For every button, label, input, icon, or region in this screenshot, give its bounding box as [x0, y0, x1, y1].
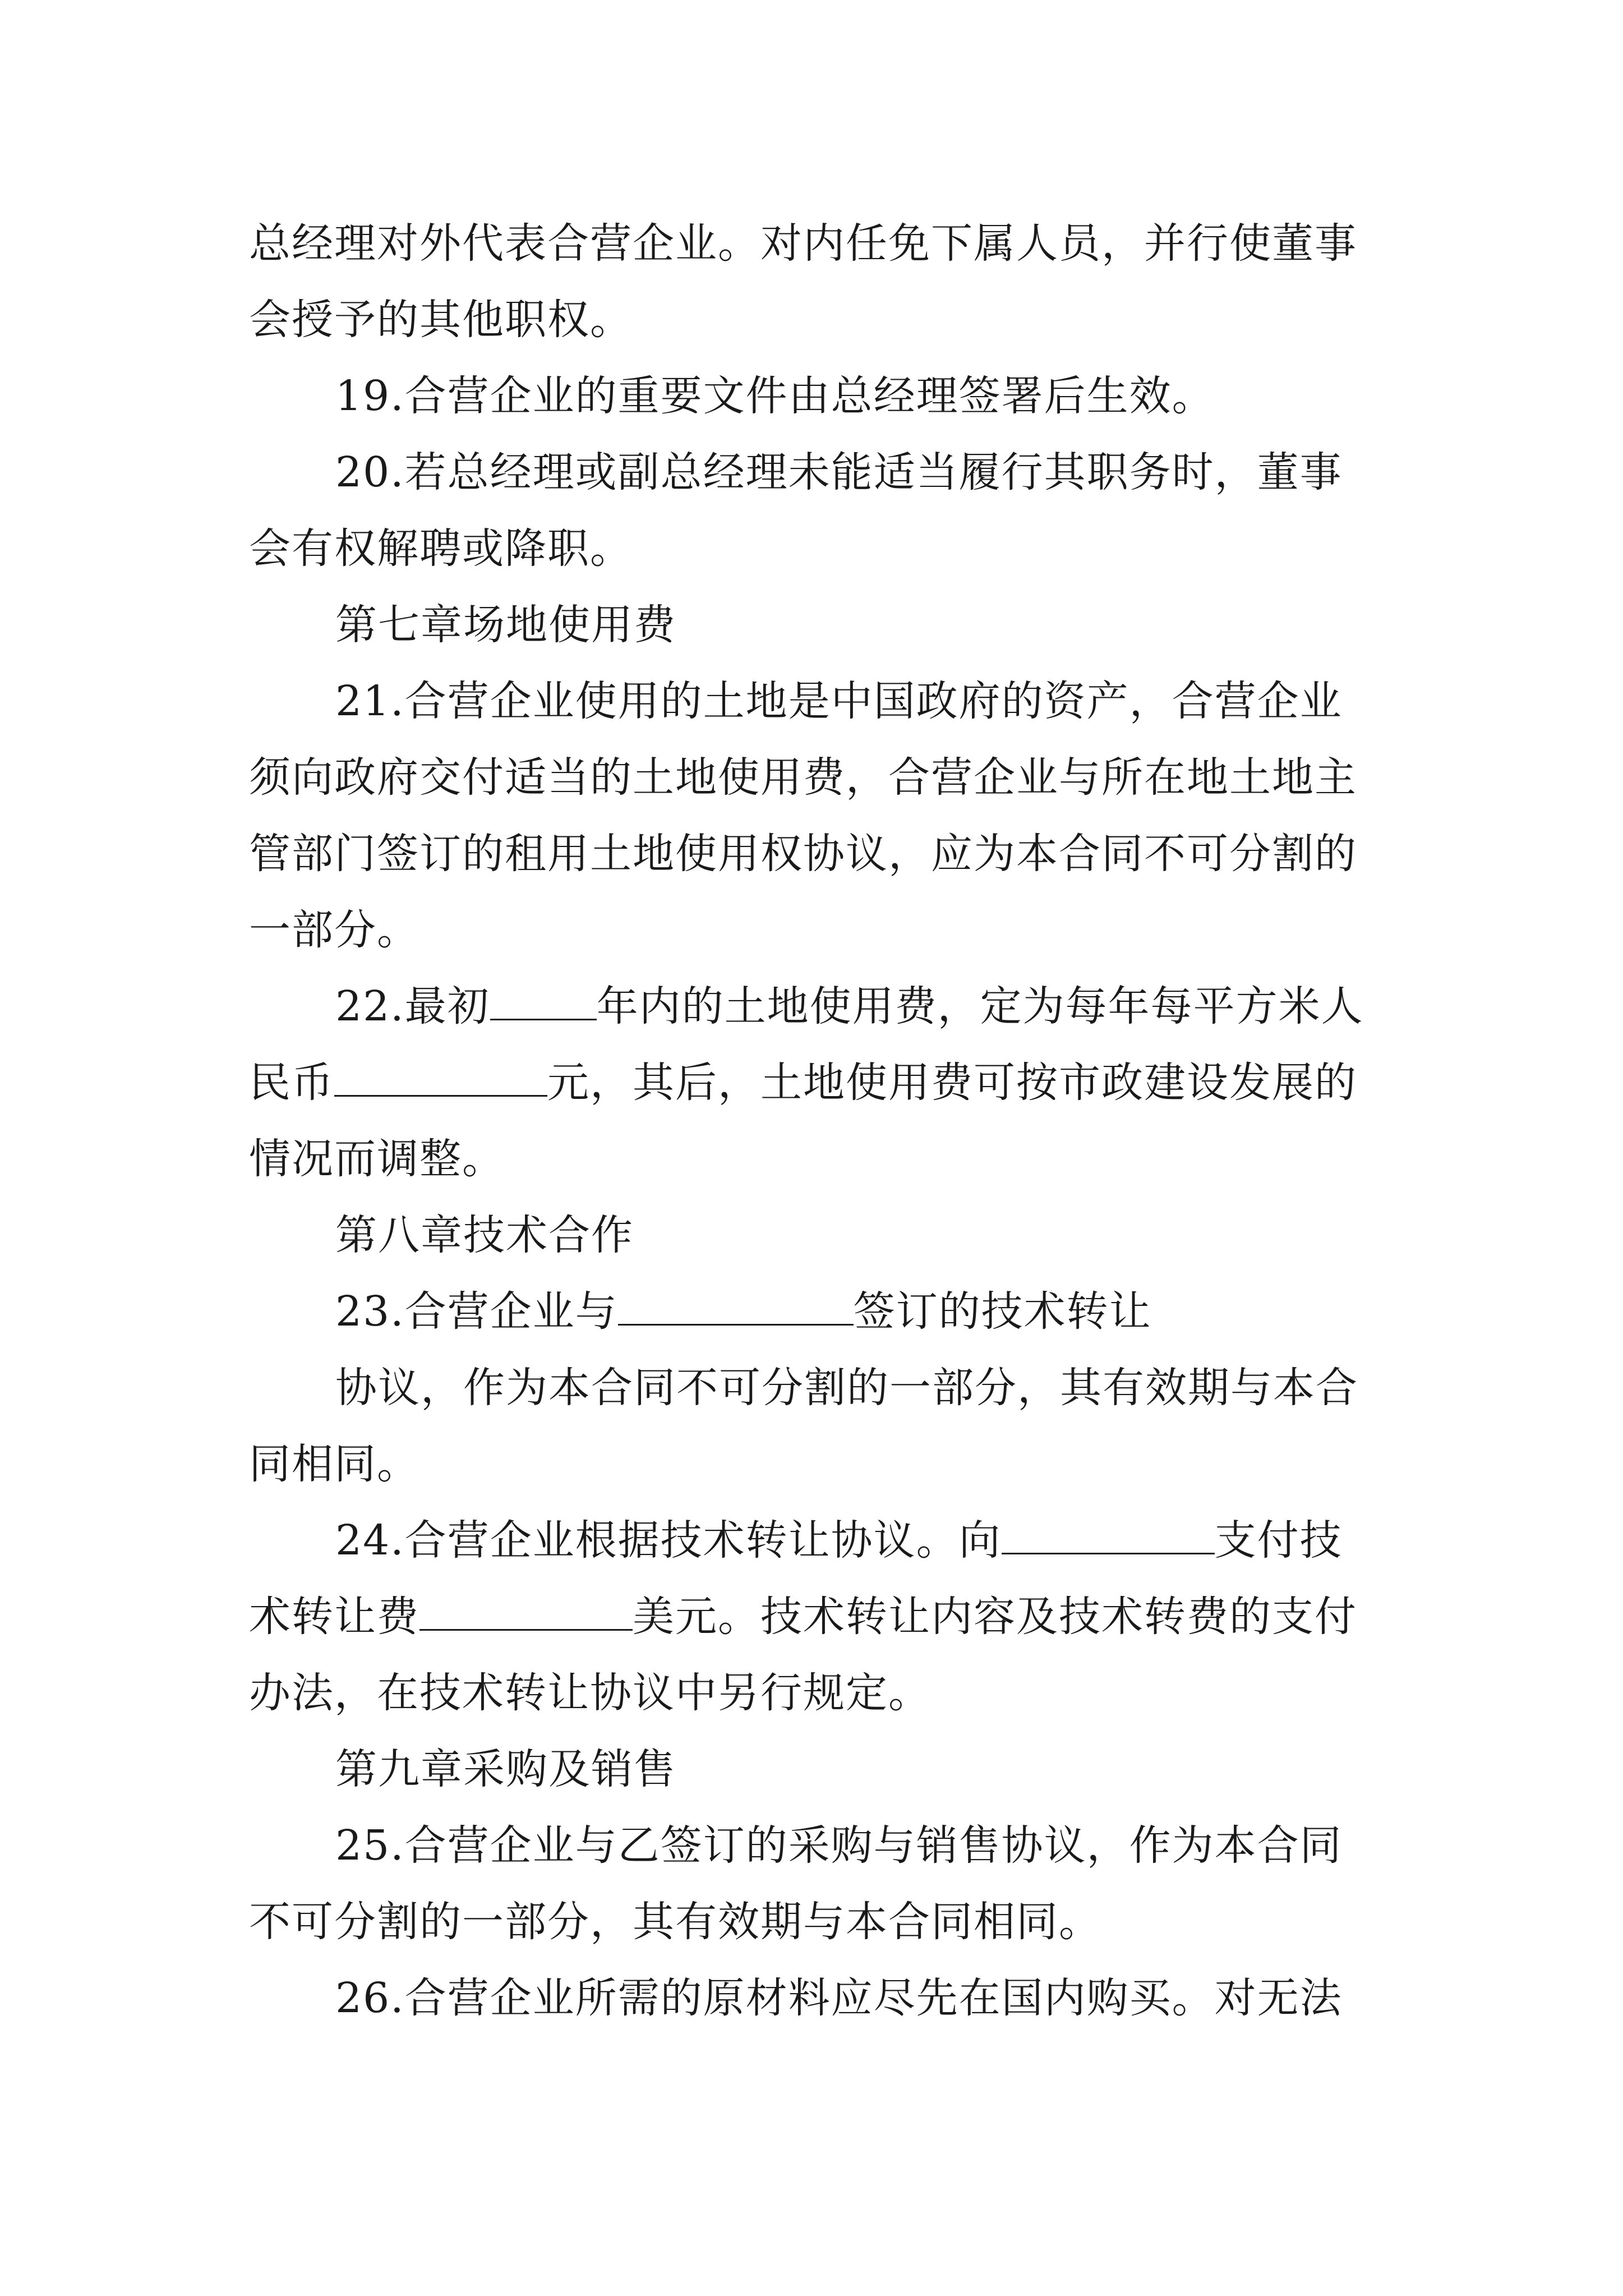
blank-amount-field[interactable] — [334, 1056, 547, 1097]
text: 同相同。 — [249, 1440, 419, 1488]
clause-19 — [335, 368, 1215, 424]
text: 22.最初 — [335, 982, 490, 1030]
text: 不可分割的一部分，其有效期与本合同相同。 — [249, 1898, 1101, 1946]
text: 协议，作为本合同不可分割的一部分，其有效期与本合 — [335, 1364, 1358, 1412]
text: 20.若总经理或副总经理未能适当履行其职务时，董事 — [335, 448, 1343, 496]
clause-22 — [335, 978, 1364, 1034]
text: 21.合营企业使用的土地是中国政府的资产，合营企业 — [335, 677, 1343, 725]
text: 第八章技术合作 — [335, 1211, 634, 1259]
text: 元，其后，土地使用费可按市政建设发展的 — [547, 1059, 1357, 1107]
text: 一部分。 — [249, 906, 419, 954]
text: 23.合营企业与 — [335, 1287, 618, 1336]
text: 情况而调整。 — [249, 1135, 505, 1183]
paragraph-line — [249, 1436, 419, 1492]
paragraph-line — [335, 1360, 1358, 1416]
clause-23 — [335, 1283, 1152, 1340]
paragraph-line — [249, 1589, 1357, 1645]
text: 19.合营企业的重要文件由总经理签署后生效。 — [335, 372, 1215, 420]
text: 第九章采购及销售 — [335, 1745, 676, 1793]
text: 管部门签订的租用土地使用权协议，应为本合同不可分割的 — [249, 830, 1357, 878]
text: 年内的土地使用费，定为每年每平方米人 — [596, 982, 1364, 1030]
paragraph-line — [249, 1055, 1357, 1111]
text: 会有权解聘或降职。 — [249, 524, 633, 573]
text: 支付技 — [1214, 1516, 1343, 1565]
paragraph-line — [249, 826, 1357, 882]
clause-21 — [335, 673, 1343, 729]
chapter-heading-7 — [335, 597, 676, 653]
text: 24.合营企业根据技术转让协议。向 — [335, 1516, 1002, 1565]
clause-25 — [335, 1818, 1343, 1874]
paragraph-line — [249, 749, 1357, 806]
paragraph-line — [249, 902, 419, 958]
paragraph-line — [249, 1665, 931, 1721]
clause-26 — [335, 1970, 1343, 2026]
text: 总经理对外代表合营企业。对内任免下属人员，并行使董事 — [249, 219, 1357, 268]
text: 25.合营企业与乙签订的采购与销售协议，作为本合同 — [335, 1821, 1343, 1870]
clause-24 — [335, 1512, 1343, 1568]
text: 办法，在技术转让协议中另行规定。 — [249, 1669, 931, 1717]
chapter-heading-9 — [335, 1741, 676, 1797]
blank-years-field[interactable] — [490, 979, 597, 1020]
text: 第七章场地使用费 — [335, 601, 676, 649]
text: 民币 — [249, 1059, 334, 1107]
paragraph-line — [249, 215, 1357, 272]
blank-party-field[interactable] — [618, 1285, 854, 1326]
paragraph-line — [249, 1894, 1101, 1950]
paragraph-line — [249, 521, 633, 577]
paragraph-line — [249, 292, 633, 348]
blank-payee-field[interactable] — [1002, 1513, 1215, 1554]
paragraph-line — [249, 1131, 505, 1187]
text: 26.合营企业所需的原材料应尽先在国内购买。对无法 — [335, 1974, 1343, 2022]
text: 签订的技术转让 — [853, 1287, 1152, 1336]
text: 会授予的其他职权。 — [249, 296, 633, 344]
blank-fee-field[interactable] — [419, 1590, 633, 1631]
text: 美元。技术转让内容及技术转费的支付 — [633, 1593, 1357, 1641]
text: 术转让费 — [249, 1593, 419, 1641]
chapter-heading-8 — [335, 1207, 634, 1263]
text: 须向政府交付适当的土地使用费，合营企业与所在地土地主 — [249, 753, 1357, 802]
clause-20 — [335, 444, 1343, 500]
